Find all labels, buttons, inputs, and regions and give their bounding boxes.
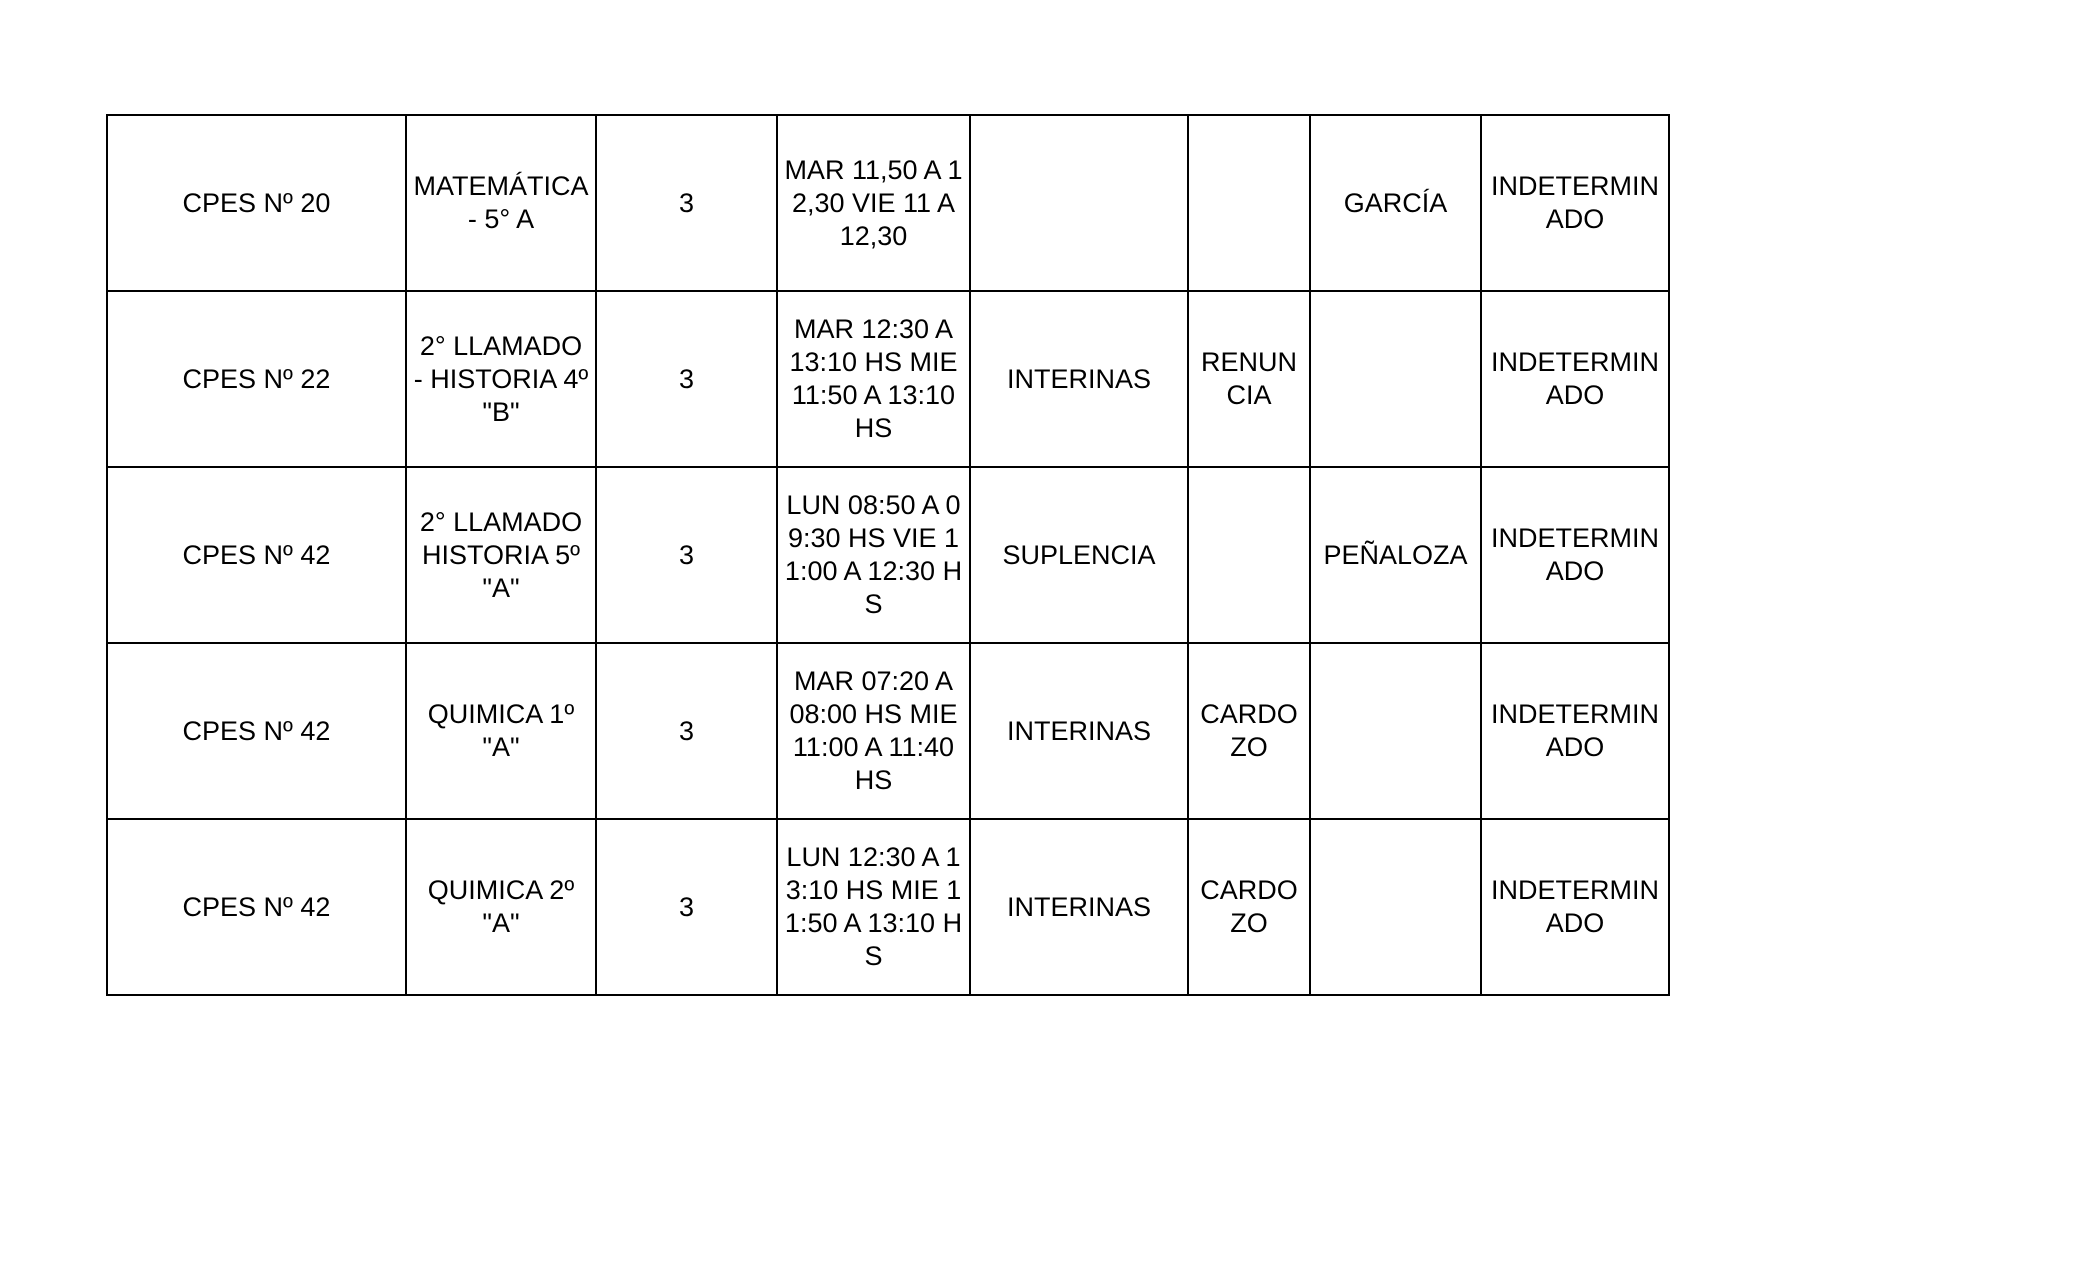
school-cell: CPES Nº 20 <box>107 115 406 291</box>
term-cell: INDETERMIN ADO <box>1481 819 1669 995</box>
term-cell: INDETERMIN ADO <box>1481 291 1669 467</box>
hours-cell: 3 <box>596 819 777 995</box>
term-cell: INDETERMIN ADO <box>1481 115 1669 291</box>
position-type-cell: INTERINAS <box>970 643 1188 819</box>
table-row <box>107 819 1669 995</box>
reason-cell <box>1188 115 1310 291</box>
term-cell: INDETERMIN ADO <box>1481 643 1669 819</box>
subject-cell: 2° LLAMADO - HISTORIA 4º "B" <box>406 291 596 467</box>
subject-cell: QUIMICA 1º "A" <box>406 643 596 819</box>
schedule-cell: MAR 07:20 A 08:00 HS MIE 11:00 A 11:40 HS <box>777 643 970 819</box>
position-type-cell: INTERINAS <box>970 291 1188 467</box>
schedule-cell: LUN 12:30 A 13:10 HS MIE 11:50 A 13:10 HS <box>777 819 970 995</box>
holder-cell <box>1310 819 1481 995</box>
holder-cell: PEÑALOZA <box>1310 467 1481 643</box>
table-row <box>107 643 1669 819</box>
hours-cell: 3 <box>596 291 777 467</box>
table-row <box>107 115 1669 291</box>
holder-cell: GARCÍA <box>1310 115 1481 291</box>
position-type-cell <box>970 115 1188 291</box>
schedule-cell: MAR 12:30 A 13:10 HS MIE 11:50 A 13:10 HS <box>777 291 970 467</box>
school-cell: CPES Nº 42 <box>107 643 406 819</box>
reason-cell: RENUN CIA <box>1188 291 1310 467</box>
reason-cell: CARDO ZO <box>1188 819 1310 995</box>
subject-cell: 2° LLAMADO HISTORIA 5º "A" <box>406 467 596 643</box>
schedule-cell: MAR 11,50 A 12,30 VIE 11 A 12,30 <box>777 115 970 291</box>
position-type-cell: INTERINAS <box>970 819 1188 995</box>
school-cell: CPES Nº 42 <box>107 467 406 643</box>
subject-cell: QUIMICA 2º "A" <box>406 819 596 995</box>
schedule-cell: LUN 08:50 A 09:30 HS VIE 11:00 A 12:30 HS <box>777 467 970 643</box>
hours-cell: 3 <box>596 467 777 643</box>
term-cell: INDETERMIN ADO <box>1481 467 1669 643</box>
reason-cell <box>1188 467 1310 643</box>
school-cell: CPES Nº 42 <box>107 819 406 995</box>
school-cell: CPES Nº 22 <box>107 291 406 467</box>
holder-cell <box>1310 643 1481 819</box>
hours-cell: 3 <box>596 115 777 291</box>
table-row <box>107 291 1669 467</box>
position-type-cell: SUPLENCIA <box>970 467 1188 643</box>
holder-cell <box>1310 291 1481 467</box>
subject-cell: MATEMÁTICA - 5° A <box>406 115 596 291</box>
hours-cell: 3 <box>596 643 777 819</box>
table-row <box>107 467 1669 643</box>
vacancy-table <box>106 114 1670 996</box>
reason-cell: CARDO ZO <box>1188 643 1310 819</box>
